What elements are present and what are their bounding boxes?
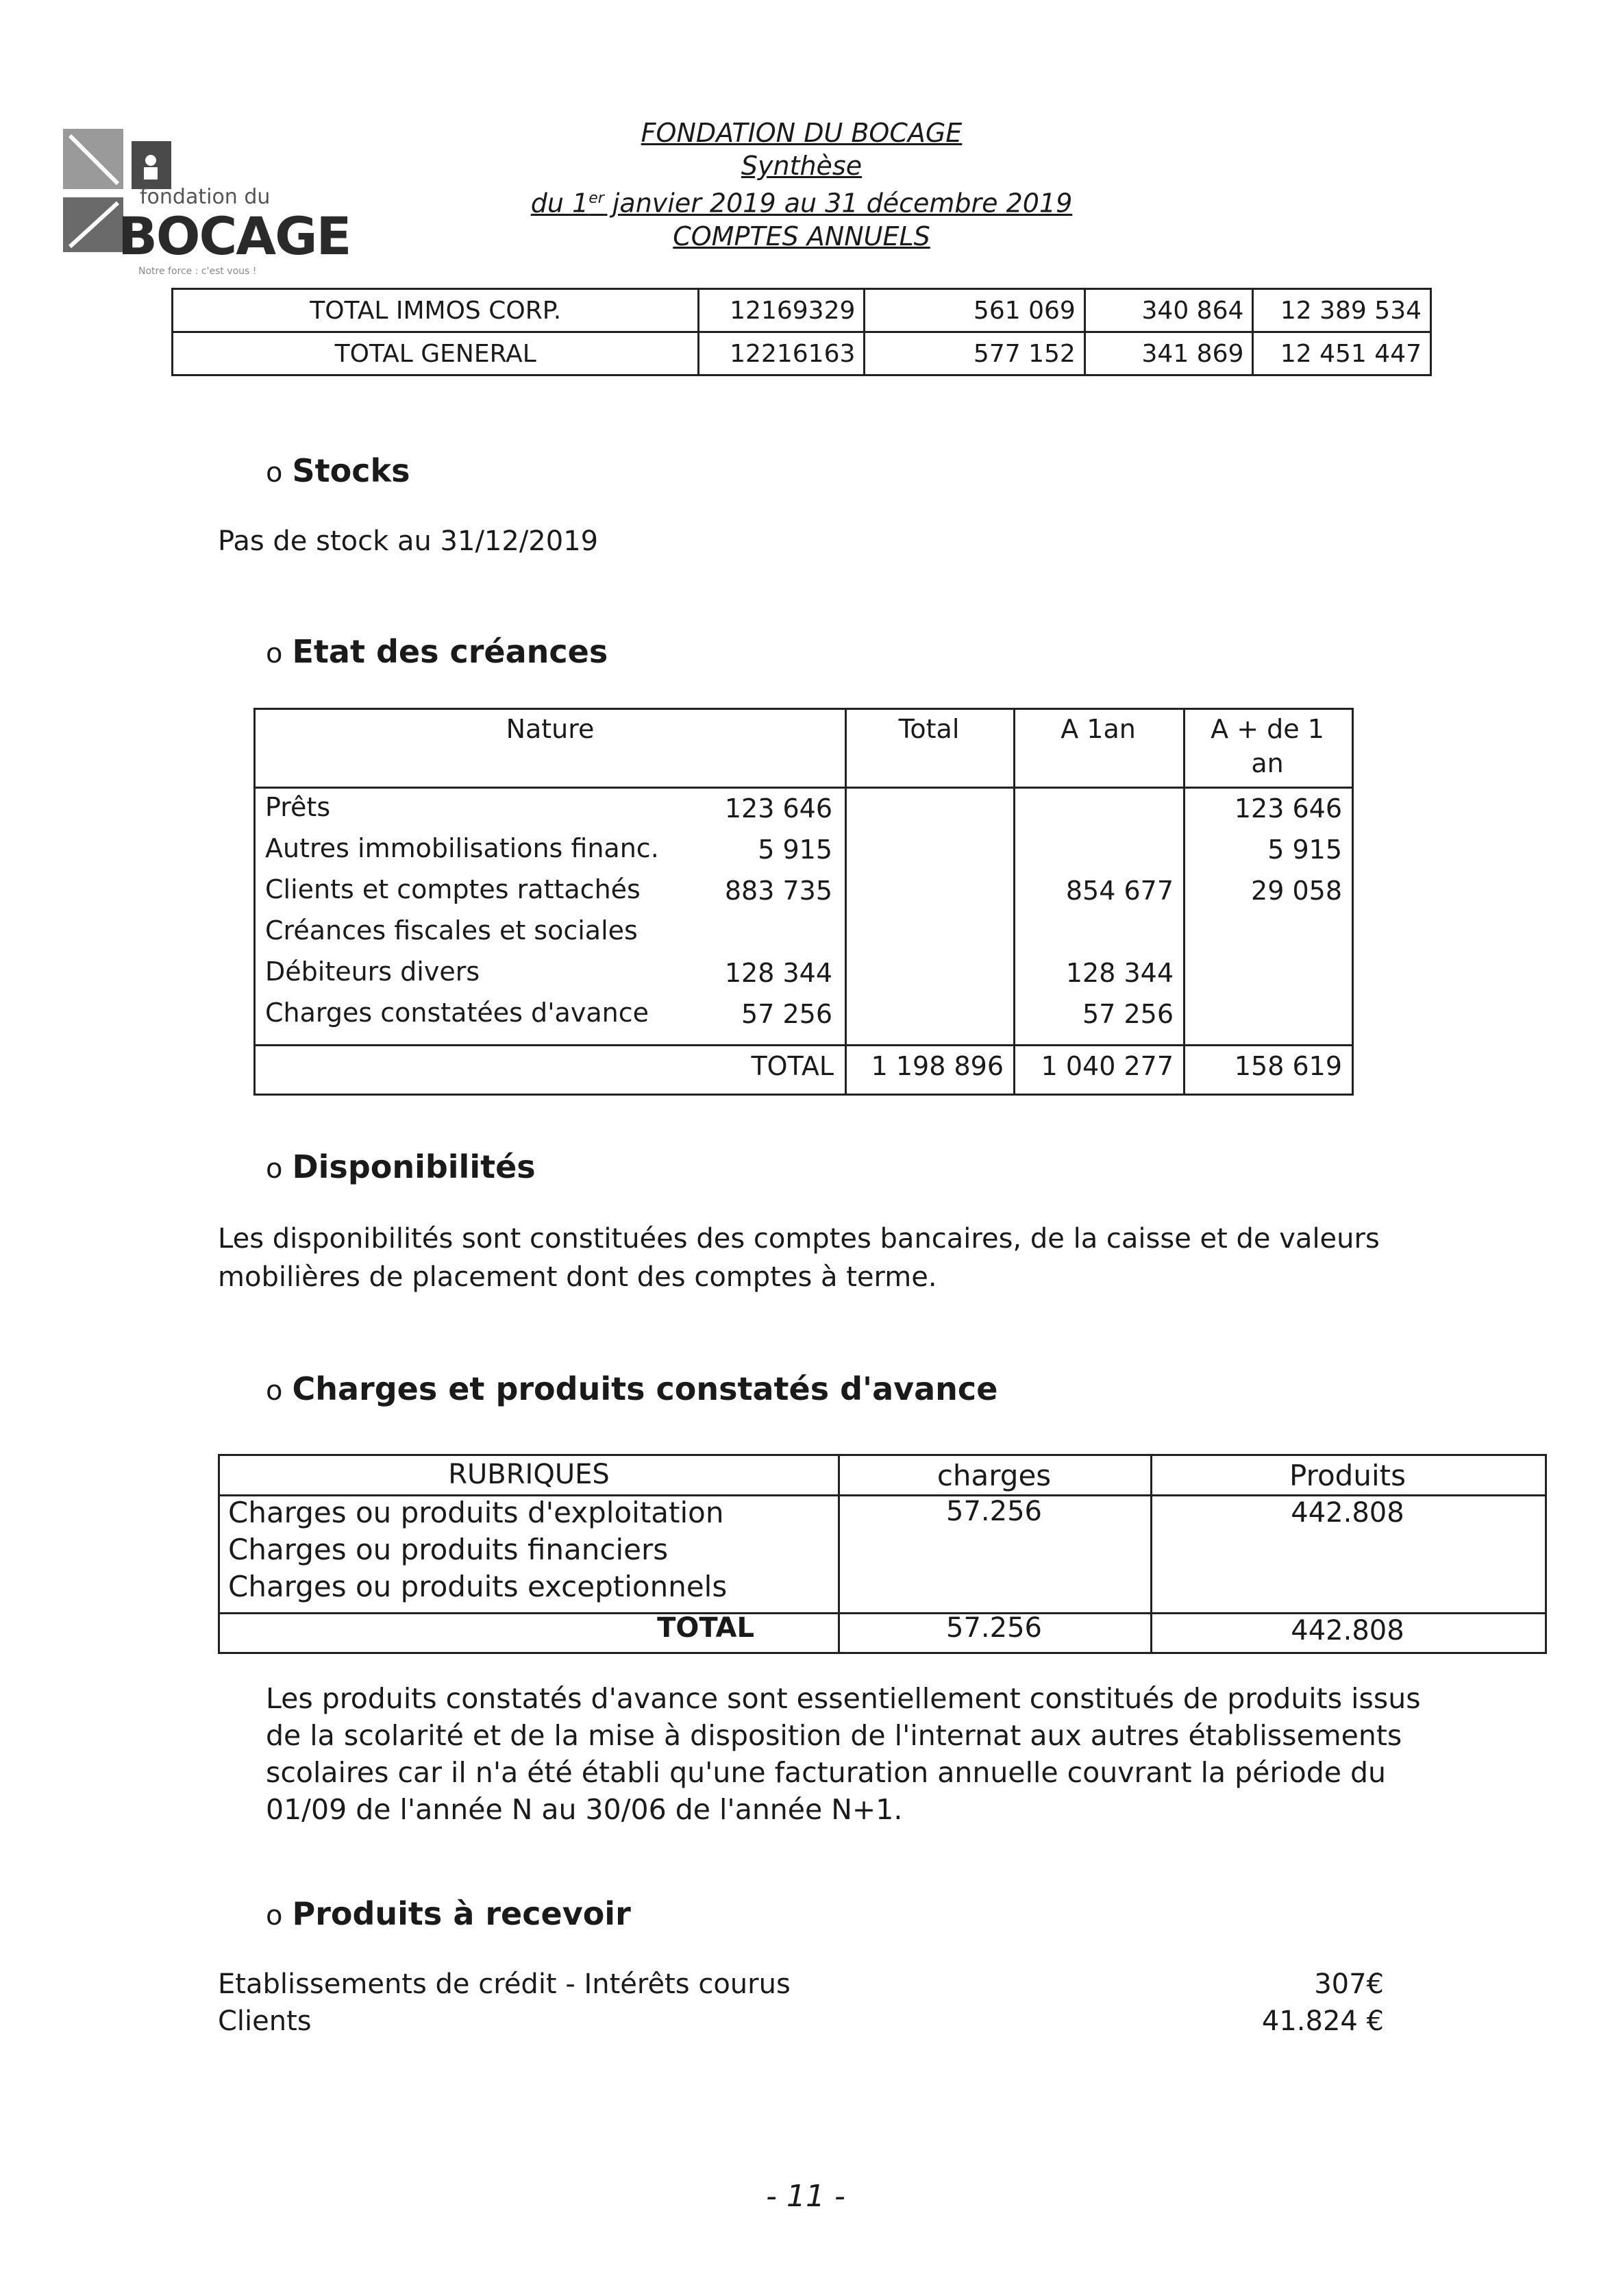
rubrique-label: Charges ou produits exceptionnels [228,1570,728,1603]
section-charges-title: o Charges et produits constatés d'avance [266,1370,998,1407]
charges-paragraph [266,1680,1472,1828]
header-aplus1: A + de 1 [1211,714,1324,744]
creance-total: 883 735 [724,876,832,906]
charges-table [218,1454,1547,1654]
rubrique-label: Charges ou produits d'exploitation [228,1496,724,1529]
rubrique-charges: 57.256 [946,1496,1042,1527]
creance-nature: Charges constatées d'avance [265,998,649,1028]
creance-total-label: TOTAL [751,1051,834,1081]
immos-cell: 12 389 534 [1253,289,1431,332]
immos-cell: 561 069 [865,289,1084,332]
page-number: - 11 - [766,2179,845,2214]
charges-total-produits: 442.808 [1291,1615,1404,1646]
creance-nature: Créances fiscales et sociales [265,915,638,946]
creance-a1an: 854 677 [1065,876,1174,906]
disponibilites-line: mobilières de placement dont des comptes à terme. [218,1261,937,1293]
disponibilites-line: Les disponibilités sont constituées des comptes bancaires, de la caisse et de valeurs [218,1223,1380,1255]
paragraph-line: 01/09 de l'année N au 30/06 de l'année N+1. [266,1793,903,1826]
header-a1an: A 1an [1061,714,1136,744]
paragraph-line: scolaires car il n'a été établi qu'une facturation annuelle couvrant la période du [266,1756,1387,1789]
creance-a1an: 128 344 [1065,958,1174,988]
immos-cell: 340 864 [1084,289,1253,332]
immos-cell: 341 869 [1084,332,1253,375]
header-org: FONDATION DU BOCAGE [641,118,963,148]
header-produits: Produits [1289,1459,1406,1492]
column-divider [1013,710,1015,1094]
document-header [425,116,1178,253]
stocks-text: Pas de stock au 31/12/2019 [218,526,599,557]
rubrique-produits: 442.808 [1291,1497,1404,1529]
header-total: Total [898,714,960,744]
header-aplus1-an: an [1251,748,1284,778]
creance-nature: Clients et comptes rattachés [265,874,641,904]
immos-cell: 12 451 447 [1253,332,1431,375]
creance-total: 57 256 [741,999,832,1029]
section-produits-recevoir-title: o Produits à recevoir [266,1895,631,1932]
header-charges: charges [937,1459,1052,1492]
creance-aplus: 29 058 [1251,876,1342,906]
logo-small-text: fondation du [140,185,271,209]
immos-cell: 12169329 [699,289,865,332]
header-period: du 1er janvier 2019 au 31 décembre 2019 [530,188,1073,219]
table-row [173,289,1431,332]
creance-a1an: 57 256 [1082,999,1174,1029]
column-divider [845,710,847,1094]
paragraph-line: de la scolarité et de la mise à disposition de l'internat aux autres établissements [266,1719,1402,1752]
produits-item-value: 307€ [1314,1968,1384,2000]
rubrique-label: Charges ou produits financiers [228,1533,669,1566]
total-divider [256,1044,1352,1046]
charges-total-label: TOTAL [657,1612,754,1644]
section-disponibilites-title: o Disponibilités [266,1148,536,1185]
creance-total: 123 646 [724,793,832,824]
section-stocks-title: o Stocks [266,452,410,489]
section-creances-title: o Etat des créances [266,633,608,670]
header-divider [256,787,1352,789]
creance-nature: Débiteurs divers [265,956,480,987]
charges-total-charges: 57.256 [946,1612,1042,1644]
immos-cell: 577 152 [865,332,1084,375]
header-nature: Nature [506,714,595,744]
creance-nature: Autres immobilisations financ. [265,833,659,863]
produits-item-label: Clients [218,2005,312,2037]
creance-total: 128 344 [724,958,832,988]
creance-aplus: 123 646 [1234,793,1342,824]
immos-cell: 12216163 [699,332,865,375]
creance-aplus: 5 915 [1267,835,1342,865]
paragraph-line: Les produits constatés d'avance sont essentiellement constitués de produits issus [266,1682,1421,1715]
logo-big-text: BOCAGE [118,206,351,267]
header-rubriques: RUBRIQUES [448,1459,610,1490]
creances-table [253,708,1354,1096]
creance-total: 5 915 [758,835,832,865]
fondation-logo [63,129,378,286]
produits-item-value: 41.824 € [1261,2005,1384,2037]
disponibilites-text [218,1220,1451,1296]
immos-label: TOTAL IMMOS CORP. [173,289,699,332]
creance-total-aplus: 158 619 [1234,1051,1342,1081]
creance-total-a1an: 1 040 277 [1041,1051,1174,1081]
creance-nature: Prêts [265,792,331,822]
immos-table [171,288,1432,376]
logo-tagline: Notre force : c'est vous ! [138,266,257,277]
header-synthese: Synthèse [741,151,863,181]
table-row [173,332,1431,375]
produits-item-label: Etablissements de crédit - Intérêts courus [218,1968,791,2000]
immos-label: TOTAL GENERAL [173,332,699,375]
header-comptes: COMPTES ANNUELS [673,221,930,251]
creance-total-total: 1 198 896 [871,1051,1004,1081]
